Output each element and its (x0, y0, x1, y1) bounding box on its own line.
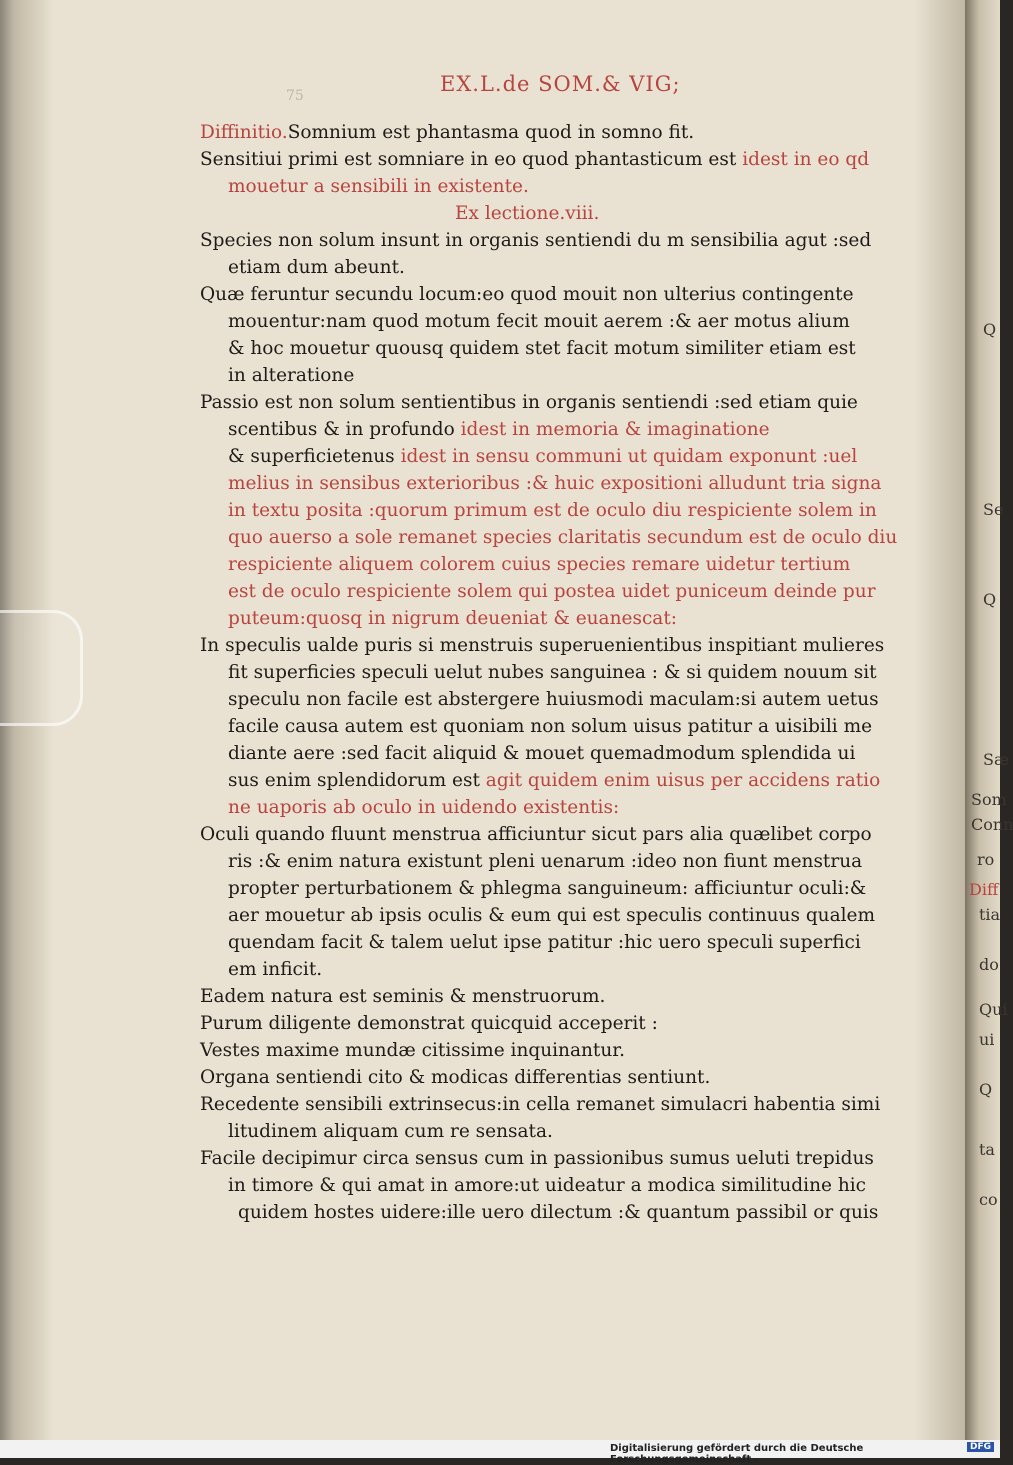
edge-text: tia (979, 905, 1001, 924)
text-line: aer mouetur ab ipsis oculis & eum qui est speculis continuus qualem (228, 905, 876, 926)
footer-credit: Digitalisierung gefördert durch die Deutsche Forschungsgemeinschaft - (610, 1443, 864, 1465)
text-line: Recedente sensibili extrinsecus:in cella remanet simulacri habentia simi (200, 1094, 881, 1115)
dfg-logo: DFG (967, 1442, 994, 1452)
edge-text: Conn (971, 815, 1013, 834)
section-heading (200, 201, 940, 227)
rubric: idest in eo qd (742, 149, 870, 170)
rubric: agit quidem enim uisus per accidens ratio (485, 770, 881, 791)
text-line (200, 147, 940, 173)
text-line (200, 120, 940, 146)
rubric: idest in memoria & imaginatione (460, 419, 770, 440)
text-line: etiam dum abeunt. (228, 257, 405, 278)
text-span: & superficietenus (228, 446, 395, 467)
text-line: ris :& enim natura existunt pleni uenarum :ideo non fiunt menstrua (228, 851, 863, 872)
text-line: quo auerso a sole remanet species claritatis secundum est de oculo diu (228, 527, 898, 548)
text-line: mouentur:nam quod motum fecit mouit aerem :& aer motus alium (228, 311, 850, 332)
text-line: propter perturbationem & phlegma sanguineum: afficiuntur oculi:& (228, 878, 867, 899)
edge-text: Qui (979, 1000, 1008, 1019)
text-line: puteum:quosq in nigrum deueniat & euanescat: (228, 608, 677, 629)
text-line: ne uaporis ab oculo in uidendo existentis: (228, 797, 620, 818)
text-line: em inficit. (228, 959, 323, 980)
edge-text: ui (979, 1030, 995, 1049)
text-line: Facile decipimur circa sensus cum in passionibus sumus ueluti trepidus (200, 1148, 874, 1169)
text-line: Organa sentiendi cito & modicas differentias sentiunt. (200, 1067, 711, 1088)
rubric: Ex lectione.viii. (455, 203, 600, 224)
edge-text: ta (979, 1140, 995, 1159)
rubric: Diffinitio. (200, 122, 288, 143)
edge-text: Som (971, 790, 1007, 809)
text-line: in textu posita :quorum primum est de oculo diu respiciente solem in (228, 500, 877, 521)
text-line: Species non solum insunt in organis sentiendi du m sensibilia agut :sed (200, 230, 872, 251)
edge-text: Diff (969, 880, 999, 899)
text-line: in alteratione (228, 365, 355, 386)
text-line: Passio est non solum sentientibus in organis sentiendi :sed etiam quie (200, 392, 858, 413)
edge-text: Q (983, 590, 997, 609)
folio-number: 75 (286, 88, 304, 104)
text-line: quidem hostes uidere:ille uero dilectum :& quantum passibil or quis (238, 1202, 879, 1223)
text-line: Purum diligente demonstrat quicquid acceperit : (200, 1013, 658, 1034)
edge-text: ro (977, 850, 995, 869)
rubric: mouetur a sensibili in existente. (228, 176, 529, 197)
body-text (200, 120, 940, 1227)
digitization-footer (0, 1440, 1000, 1465)
text-span: Somnium est phantasma quod in somno fit. (287, 122, 695, 143)
text-line: speculu non facile est abstergere huiusmodi maculam:si autem uetus (228, 689, 879, 710)
edge-text: do (979, 955, 999, 974)
text-line: Eadem natura est seminis & menstruorum. (200, 986, 606, 1007)
text-line: litudinem aliquam cum re sensata. (228, 1121, 553, 1142)
text-line (200, 417, 940, 443)
page-clip (0, 610, 83, 726)
text-line: Quæ feruntur secundu locum:eo quod mouit non ulterius contingente (200, 284, 854, 305)
rubric: idest in sensu communi ut quidam exponunt :uel (400, 446, 858, 467)
facing-page-edge (965, 0, 1013, 1440)
text-line: diante aere :sed facit aliquid & mouet quemadmodum splendida ui (228, 743, 856, 764)
text-line: facile causa autem est quoniam non solum uisus patitur a uisibili me (228, 716, 873, 737)
edge-text: Q (983, 320, 997, 339)
text-line (200, 444, 940, 470)
text-line: est de oculo respiciente solem qui postea uidet puniceum deinde pur (228, 581, 876, 602)
edge-text: co (979, 1190, 998, 1209)
edge-text: Q (979, 1080, 993, 1099)
text-span: sus enim splendidorum est (228, 770, 480, 791)
text-span: Sensitiui primi est somniare in eo quod phantasticum est (200, 149, 737, 170)
text-line: & hoc mouetur quousq quidem stet facit motum similiter etiam est (228, 338, 856, 359)
text-line: in timore & qui amat in amore:ut uideatur a modica similitudine hic (228, 1175, 867, 1196)
text-line (200, 768, 940, 794)
text-line: Vestes maxime mundæ citissime inquinantur. (200, 1040, 625, 1061)
text-line: fit superficies speculi uelut nubes sanguinea : & si quidem nouum sit (228, 662, 877, 683)
edge-text: Se (983, 500, 1004, 519)
text-line: quendam facit & talem uelut ipse patitur :hic uero speculi superfici (228, 932, 861, 953)
edge-text: Sæ (983, 750, 1009, 769)
text-line: In speculis ualde puris si menstruis superuenientibus inspitiant mulieres (200, 635, 885, 656)
text-line: Oculi quando fluunt menstrua afficiuntur sicut pars alia quælibet corpo (200, 824, 872, 845)
text-span: scentibus & in profundo (228, 419, 455, 440)
text-line: melius in sensibus exterioribus :& huic expositioni alludunt tria signa (228, 473, 882, 494)
text-line: respiciente aliquem colorem cuius species remare uidetur tertium (228, 554, 851, 575)
running-header: EX.L.de SOM.& VIG; (440, 72, 681, 96)
text-line (200, 174, 940, 200)
